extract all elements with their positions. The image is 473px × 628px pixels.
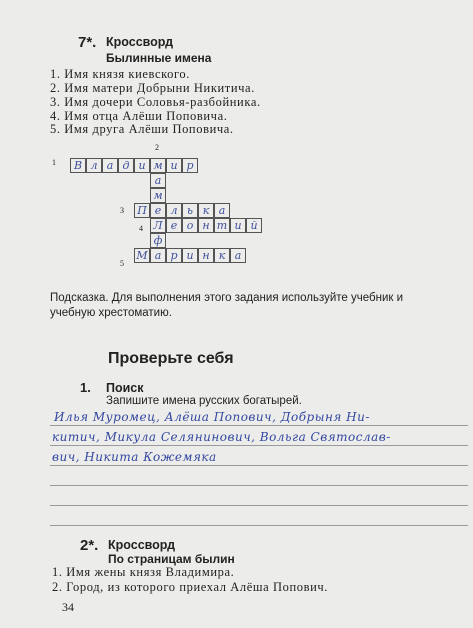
- crossword-label-3: 3: [120, 206, 124, 215]
- crossword-cell: ь: [182, 203, 198, 218]
- check-task2-number: 2*.: [80, 537, 99, 554]
- task-number: 7*.: [78, 34, 97, 51]
- crossword-cell: а: [214, 203, 230, 218]
- crossword-cell: м: [150, 188, 166, 203]
- crossword-cell: а: [150, 248, 166, 263]
- answer-line: [50, 525, 468, 526]
- crossword-cell: о: [182, 218, 198, 233]
- task-title: Кроссворд: [106, 35, 174, 49]
- crossword-cell: т: [214, 218, 230, 233]
- crossword-label-1: 1: [52, 158, 56, 167]
- question-3: 3. Имя дочери Соловья-разбойника.: [50, 95, 261, 109]
- check-task2-subtitle: По страницам былин: [108, 552, 235, 566]
- check-task1-title: Поиск: [106, 381, 144, 395]
- crossword-cell: Л: [150, 218, 166, 233]
- crossword-cell: В: [70, 158, 86, 173]
- page-number: 34: [62, 600, 74, 614]
- crossword-cell: М: [134, 248, 150, 263]
- crossword-cell: а: [150, 173, 166, 188]
- hint-text: Подсказка. Для выполнения этого задания используйте учебник и учебную хрестоматию.: [50, 292, 404, 319]
- handwritten-answer-line-3: вич, Никита Кожемяка: [52, 450, 217, 464]
- check-task1-prompt: Запишите имена русских богатырей.: [106, 395, 302, 407]
- crossword-cell: л: [166, 203, 182, 218]
- crossword-cell: и: [182, 248, 198, 263]
- answer-line: [50, 425, 468, 426]
- crossword-cell: е: [166, 218, 182, 233]
- check-task1-number: 1.: [80, 380, 91, 395]
- crossword-cell: и: [230, 218, 246, 233]
- crossword-cell: й: [246, 218, 262, 233]
- question-1: 1. Имя князя киевского.: [50, 67, 191, 81]
- crossword-cell: р: [182, 158, 198, 173]
- answer-line: [50, 505, 468, 506]
- check-task2-question-2: 2. Город, из которого приехал Алёша Попович.: [52, 580, 328, 594]
- question-4: 4. Имя отца Алёши Поповича.: [50, 109, 228, 123]
- crossword-cell: ф: [150, 233, 166, 248]
- crossword-cell: и: [134, 158, 150, 173]
- crossword-cell: к: [214, 248, 230, 263]
- answer-line: [50, 445, 468, 446]
- crossword-cell: н: [198, 248, 214, 263]
- crossword-cell: л: [86, 158, 102, 173]
- check-task2-question-1: 1. Имя жены князя Владимира.: [52, 565, 235, 579]
- crossword-cell: к: [198, 203, 214, 218]
- crossword-cell: а: [230, 248, 246, 263]
- question-5: 5. Имя друга Алёши Поповича.: [50, 122, 234, 136]
- crossword-cell: и: [166, 158, 182, 173]
- crossword-label-2: 2: [155, 143, 159, 152]
- crossword-cell: н: [198, 218, 214, 233]
- check-task2-title: Кроссворд: [108, 538, 176, 552]
- crossword-cell: е: [150, 203, 166, 218]
- answer-line: [50, 485, 468, 486]
- handwritten-answer-line-1: Илья Муромец, Алёша Попович, Добрыня Ни-: [54, 410, 370, 424]
- crossword-cell: м: [150, 158, 166, 173]
- answer-line: [50, 465, 468, 466]
- crossword-cell: а: [102, 158, 118, 173]
- crossword-label-5: 5: [120, 259, 124, 268]
- section-title: Проверьте себя: [108, 350, 234, 367]
- crossword-cell: П: [134, 203, 150, 218]
- crossword-cell: д: [118, 158, 134, 173]
- crossword-cell: р: [166, 248, 182, 263]
- question-2: 2. Имя матери Добрыни Никитича.: [50, 81, 255, 95]
- crossword-label-4: 4: [139, 224, 143, 233]
- handwritten-answer-line-2: китич, Микула Селянинович, Вольга Святослав-: [52, 430, 391, 444]
- task-subtitle: Былинные имена: [106, 51, 212, 65]
